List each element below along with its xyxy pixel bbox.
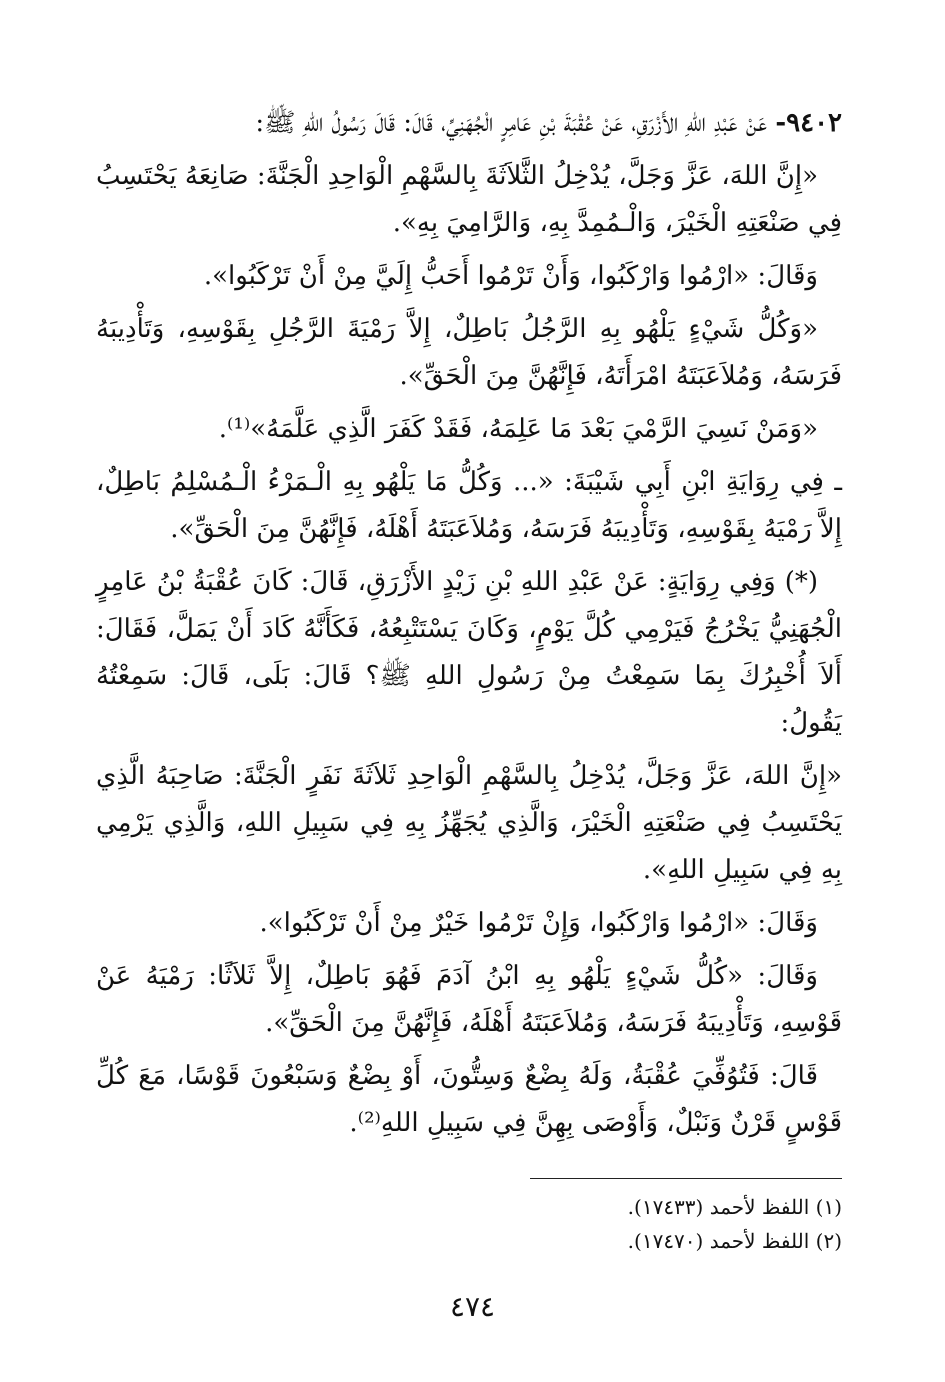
- paragraph: «وَمَنْ نَسِيَ الرَّمْيَ بَعْدَ مَا عَلِمَهُ، فَقَدْ كَفَرَ الَّذِي عَلَّمَهُ»⁽¹⁾.: [218, 414, 818, 444]
- hadith-text-block: [96, 100, 842, 1153]
- footnote: (٢) اللفظ لأحمد (١٧٤٧٠).: [627, 1229, 842, 1253]
- paragraph: وَقَالَ: «ارْمُوا وَارْكَبُوا، وَأَنْ تَرْمُوا أَحَبُّ إِلَيَّ مِنْ أَنْ تَرْكَبُوا».: [203, 261, 818, 291]
- paragraph: «إِنَّ اللهَ، عَزَّ وَجَلَّ، يُدْخِلُ بِالسَّهْمِ الْوَاحِدِ ثَلاَثَةَ نَفَرٍ الْجَنَّةَ: صَاحِبَهُ الَّذِي يَحْتَسِبُ فِي صَنْعَتِهِ الْخَيْرَ، وَالَّذِي يُجَهِّزُ بِهِ فِي سَبِيلِ اللهِ، وَالَّذِي يَرْمِي بِهِ فِي سَبِيلِ اللهِ».: [96, 761, 842, 885]
- hadith-isnad: عَنْ عَبْدِ اللهِ الأَزْرَقِ، عَنْ عُقْبَةَ بْنِ عَامِرٍ الْجُهَنِيِّ، قَالَ: قَالَ رَسُولُ اللهِ ﷺ:: [255, 108, 768, 138]
- hadith-heading: [96, 100, 842, 147]
- paragraph: ـ فِي رِوَايَةِ ابْنِ أَبِي شَيْبَةَ: «... وَكُلُّ مَا يَلْهُو بِهِ الْـمَرْءُ الْـمُسْلِمُ بَاطِلٌ، إِلاَّ رَمْيَهُ بِقَوْسِهِ، وَتَأْدِيبَهُ فَرَسَهُ، وَمُلاَعَبَتَهُ أَهْلَهُ، فَإِنَّهُنَّ مِنَ الْحَقِّ».: [96, 467, 842, 544]
- paragraph: وَقَالَ: «ارْمُوا وَارْكَبُوا، وَإِنْ تَرْمُوا خَيْرٌ مِنْ أَنْ تَرْكَبُوا».: [259, 908, 818, 938]
- paragraph: قَالَ: فَتُوُفِّيَ عُقْبَةُ، وَلَهُ بِضْعٌ وَسِتُّونَ، أَوْ بِضْعٌ وَسَبْعُونَ قَوْسًا، مَعَ كُلِّ قَوْسٍ قَرْنٌ وَنَبْلٌ، وَأَوْصَى بِهِنَّ فِي سَبِيلِ اللهِ⁽²⁾.: [96, 1061, 842, 1138]
- paragraph: «إِنَّ اللهَ، عَزَّ وَجَلَّ، يُدْخِلُ الثَّلاَثَةَ بِالسَّهْمِ الْوَاحِدِ الْجَنَّةَ: صَانِعَهُ يَحْتَسِبُ فِي صَنْعَتِهِ الْخَيْرَ، وَالْـمُمِدَّ بِهِ، وَالرَّامِيَ بِهِ».: [96, 161, 842, 238]
- footnote-divider: [530, 1178, 842, 1179]
- page-number: ٤٧٤: [449, 1290, 496, 1323]
- footnote: (١) اللفظ لأحمد (١٧٤٣٣).: [627, 1195, 842, 1219]
- paragraph: «وَكُلُّ شَيْءٍ يَلْهُو بِهِ الرَّجُلُ بَاطِلٌ، إِلاَّ رَمْيَةَ الرَّجُلِ بِقَوْسِهِ، وَتَأْدِيبَهُ فَرَسَهُ، وَمُلاَعَبَتَهُ امْرَأَتَهُ، فَإِنَّهُنَّ مِنَ الْحَقِّ».: [96, 314, 842, 391]
- footnotes: [480, 1190, 842, 1258]
- paragraph: (*) وَفِي رِوَايَةٍ: عَنْ عَبْدِ اللهِ بْنِ زَيْدٍ الأَزْرَقِ، قَالَ: كَانَ عُقْبَةُ بْنُ عَامِرٍ الْجُهَنِيُّ يَخْرُجُ فَيَرْمِي كُلَّ يَوْمٍ، وَكَانَ يَسْتَتْبِعُهُ، فَكَأَنَّهُ كَادَ أَنْ يَمَلَّ، فَقَالَ: أَلاَ أُخْبِرُكَ بِمَا سَمِعْتُ مِنْ رَسُولِ اللهِ ﷺ؟ قَالَ: بَلَى، قَالَ: سَمِعْتُهُ يَقُولُ:: [96, 567, 842, 738]
- paragraph: وَقَالَ: «كُلُّ شَيْءٍ يَلْهُو بِهِ ابْنُ آدَمَ فَهُوَ بَاطِلٌ، إِلاَّ ثَلاَثًا: رَمْيَهُ عَنْ قَوْسِهِ، وَتَأْدِيبَهُ فَرَسَهُ، وَمُلاَعَبَتَهُ أَهْلَهُ، فَإِنَّهُنَّ مِنَ الْحَقِّ».: [96, 961, 842, 1038]
- hadith-number: ٩٤٠٢-: [775, 108, 842, 138]
